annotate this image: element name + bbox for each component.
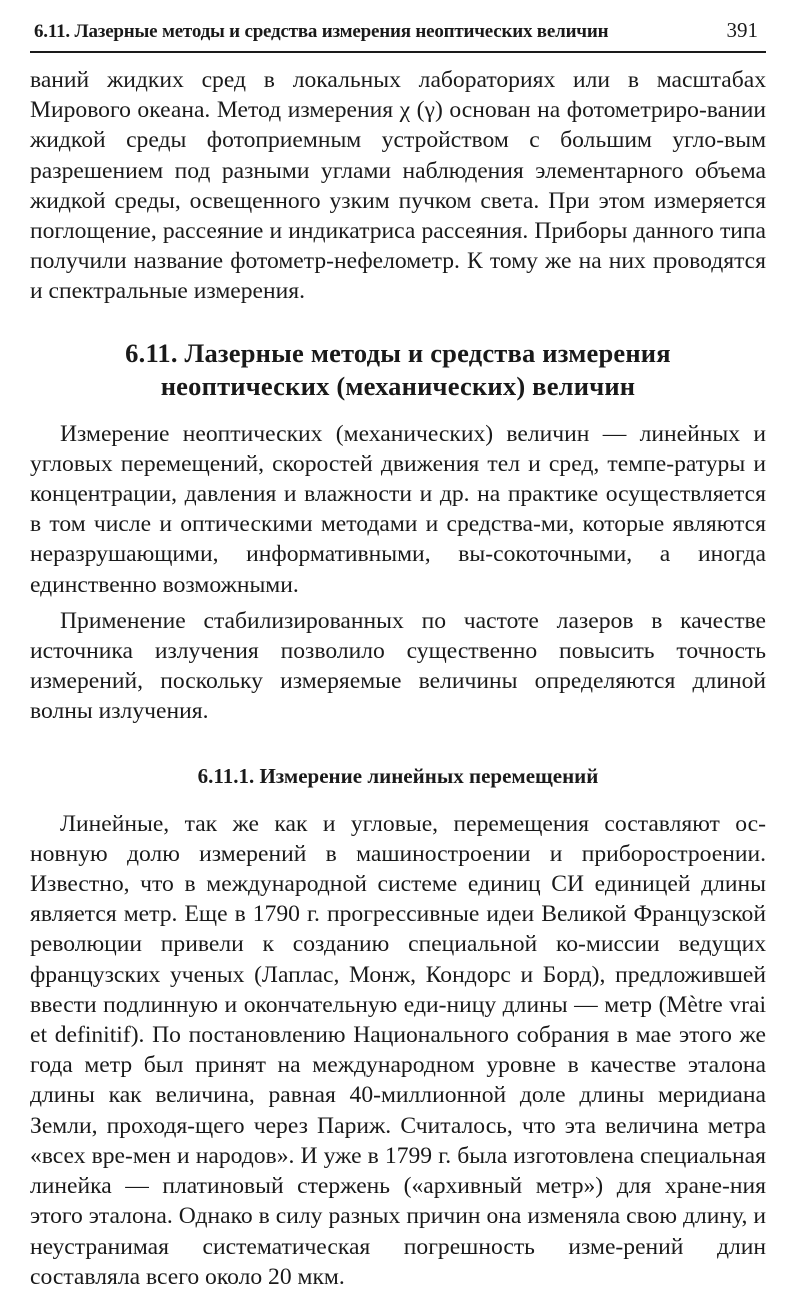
section-heading-line-2: неоптических (механических) величин	[160, 370, 636, 401]
running-header	[30, 18, 766, 53]
section-heading	[30, 337, 766, 403]
section-heading-line-1: 6.11. Лазерные методы и средства измерения	[125, 337, 671, 368]
subsection-paragraph-1: Линейные, так же как и угловые, перемещения составляют ос-новную долю измерений в машиностроении и приборостроении. Известно, что в международной системе единиц СИ единицей длины является метр. Еще в 1790 г. прогрессивные идеи Великой Французской революции привели к созданию специальной ко-миссии ведущих французских ученых (Лаплас, Монж, Кондорс и Борд), предложившей ввести подлинную и окончательную еди-ницу длины — метр (Mètre vrai et definitif). По постановлению Национального собрания в мае этого же года метр был принят на международном уровне в качестве эталона длины как величина, равная 40-миллионной доле длины меридиана Земли, проходя-щего через Париж. Считалось, что эта величина метра «всех вре-мен и народов». И уже в 1799 г. была изготовлена специальная линейка — платиновый стержень («архивный метр») для хране-ния этого эталона. Однако в силу разных причин она изменяла свою длину, и неустранимая систематическая погрешность изме-рений длин составляла всего около 20 мкм.	[30, 810, 766, 1290]
section-paragraph-1: Измерение неоптических (механических) величин — линейных и угловых перемещений, скоростей движения тел и сред, темпе-ратуры и концентрации, давления и влажности и др. на практике осуществляется в том числе и оптическими методами и средства-ми, которые являются неразрушающими, информативными, вы-сокоточными, а иногда единственно возможными.	[30, 420, 766, 598]
paragraph-continued: ваний жидких сред в локальных лабораториях или в масштабах Мирового океана. Метод измерения χ (γ) основан на фотометриро-вании жидкой среды фотоприемным устройством с большим угло-вым разрешением под разными углами наблюдения элементарного объема жидкой среды, освещенного узким пучком света. При этом измеряется поглощение, рассеяние и индикатриса рассеяния. Приборы данного типа получили название фотометр-нефелометр. К тому же на них проводятся и спектральные измерения.	[30, 67, 766, 305]
section-paragraph-2: Применение стабилизированных по частоте лазеров в качестве источника излучения позволило существенно повысить точность измерений, поскольку измеряемые величины определяются длиной волны излучения.	[30, 607, 766, 725]
running-title: 6.11. Лазерные методы и средства измерения неоптических величин	[34, 21, 609, 42]
subsection-heading: 6.11.1. Измерение линейных перемещений	[197, 763, 599, 788]
book-page	[30, 18, 766, 1292]
page-number: 391	[726, 18, 758, 42]
